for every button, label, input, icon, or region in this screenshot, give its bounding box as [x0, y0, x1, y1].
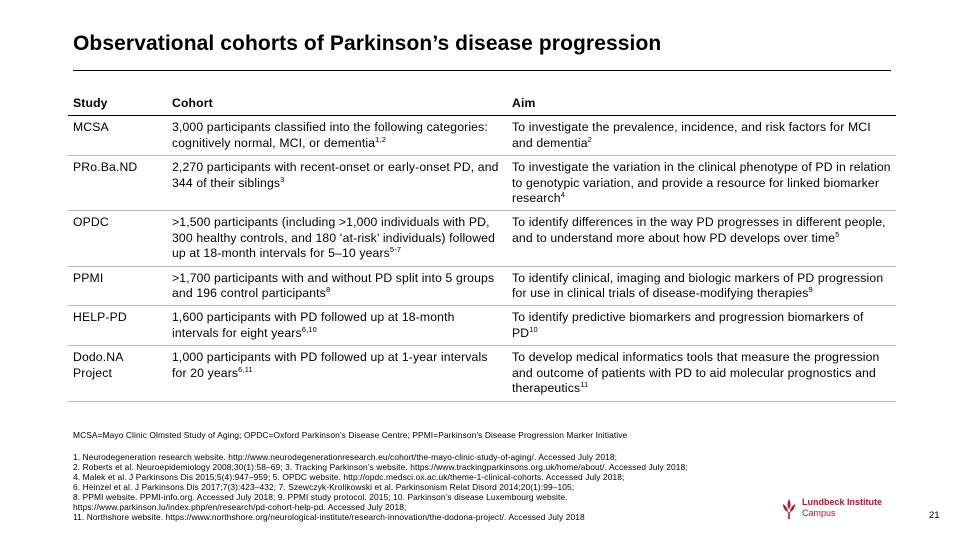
table-row: [68, 211, 896, 266]
table-row: [68, 346, 896, 401]
aim-cell: [507, 116, 896, 156]
cohort-text: 2,270 participants with recent-onset or early-onset PD, and 344 of their siblings: [172, 160, 499, 190]
cohort-reference: 1,2: [375, 134, 387, 144]
aim-text: To identify clinical, imaging and biologic markers of PD progression for use in clinical trials of disease-modifying therapies: [512, 270, 884, 301]
cohort-text: >1,700 participants with and without PD split into 5 groups and 196 control participants: [172, 270, 495, 301]
table-row: [68, 306, 896, 346]
cohort-text: 3,000 participants classified into the following categories: cognitively normal, MCI, or dementia: [172, 120, 488, 150]
aim-reference: 4: [560, 189, 565, 199]
cohort-cell: [167, 266, 507, 306]
logo-mark-icon: [780, 497, 798, 521]
table-row: [68, 116, 896, 156]
cohort-text: 1,600 participants with PD followed up at 18-month intervals for eight years: [172, 310, 455, 340]
aim-cell: [507, 266, 896, 306]
page-title: Observational cohorts of Parkinson’s disease progression: [73, 32, 662, 55]
cohort-cell: [167, 306, 507, 346]
reference-line: 1. Neurodegeneration research website. http://www.neurodegenerationresearch.eu/cohort/the-mayo-clinic-study-of-aging/. Accessed July 2018;: [73, 452, 618, 462]
cohort-reference: 8: [325, 285, 331, 294]
cohort-reference: 3: [280, 174, 285, 184]
title-divider: [73, 70, 891, 71]
aim-cell: [507, 156, 896, 211]
study-name: OPDC: [68, 211, 167, 266]
table-row: [68, 156, 896, 211]
study-name: MCSA: [68, 116, 167, 156]
aim-reference: 5: [835, 229, 840, 239]
lundbeck-institute-logo: [780, 497, 900, 523]
reference-line: https://www.parkinson.lu/index.php/en/research/pd-cohort-help-pd. Accessed July 2018;: [73, 502, 407, 512]
aim-text: To investigate the variation in the clinical phenotype of PD in relation to genotypic variation, and provide a resource for linked biomarker research: [512, 160, 891, 206]
cohort-reference: 6,10: [301, 324, 317, 334]
logo-line-1: Lundbeck Institute: [802, 497, 883, 507]
reference-line: 8. PPMI website. PPMI-info.org. Accessed July 2018; 9. PPMI study protocol. 2015; 10. Parkinson’s disease Luxembourg website.: [73, 492, 568, 502]
table-header-row: [68, 91, 896, 116]
aim-text: To investigate the prevalence, incidence, and risk factors for MCI and dementia: [512, 120, 871, 150]
cohort-reference: 5-7: [389, 245, 402, 255]
abbreviations-footnote: MCSA=Mayo Clinic Olmsted Study of Aging; OPDC=Oxford Parkinson’s Disease Centre; PPMI=Parkinson’s Disease Progression Marker Initiative: [73, 430, 628, 440]
reference-line: 2. Roberts et al. Neuroepidemiology 2008;30(1):58–69; 3. Tracking Parkinson’s website. https://www.trackingparkinsons.org.uk/home/about/. Accessed July 2018;: [73, 462, 688, 472]
cohort-text: >1,500 participants (including >1,000 individuals with PD, 300 healthy controls, and 180 ‘at-risk’ individuals) followed up at 18-month intervals for 5–10 years: [172, 215, 496, 261]
header-aim: Aim: [507, 91, 896, 116]
page-number: 21: [929, 510, 940, 521]
cohort-cell: [167, 116, 507, 156]
aim-cell: [507, 211, 896, 266]
header-cohort: Cohort: [167, 91, 507, 116]
cohort-reference: 6,11: [238, 364, 253, 374]
aim-reference: 9: [808, 285, 813, 294]
logo-text: [802, 497, 882, 519]
header-study: Study: [68, 91, 167, 116]
cohort-cell: [167, 346, 507, 401]
reference-line: 11. Northshore website. https://www.northshore.org/neurological-institute/research-innovation/the-dodona-project/. Accessed July 2018: [73, 512, 585, 522]
aim-reference: 11: [580, 380, 589, 390]
aim-reference: 2: [587, 134, 592, 144]
cohort-table: [68, 91, 896, 402]
study-name: PPMI: [68, 266, 167, 306]
study-name: Dodo.NA Project: [68, 346, 167, 401]
table-row: [68, 266, 896, 306]
cohort-text: 1,000 participants with PD followed up at 1-year intervals for 20 years: [172, 350, 488, 380]
cohort-cell: [167, 211, 507, 266]
logo-line-2: Campus: [802, 508, 836, 518]
reference-line: 6. Heinzel et al. J Parkinsons Dis 2017;7(3):423–432; 7. Szewczyk-Krolikowski et al. Parkinsonism Relat Disord 2014;20(1):99–105;: [73, 482, 575, 492]
reference-line: 4. Malek et al. J Parkinsons Dis 2015;5(4):947–959; 5. OPDC website. http://opdc.medsci.ox.ac.uk/theme-1-clinical-cohorts. Accessed July 2018;: [73, 472, 625, 482]
aim-text: To identify predictive biomarkers and progression biomarkers of PD: [512, 310, 864, 340]
cohort-cell: [167, 156, 507, 211]
aim-cell: [507, 306, 896, 346]
study-name: PRo.Ba.ND: [68, 156, 167, 211]
aim-text: To develop medical informatics tools that measure the progression and outcome of patients with PD to aid molecular prognostics and therapeutics: [512, 350, 880, 396]
aim-reference: 10: [529, 324, 538, 334]
aim-cell: [507, 346, 896, 401]
study-name: HELP-PD: [68, 306, 167, 346]
aim-text: To identify differences in the way PD progresses in different people, and to understand more about how PD develops over time: [512, 215, 886, 245]
references-list: [73, 452, 793, 522]
